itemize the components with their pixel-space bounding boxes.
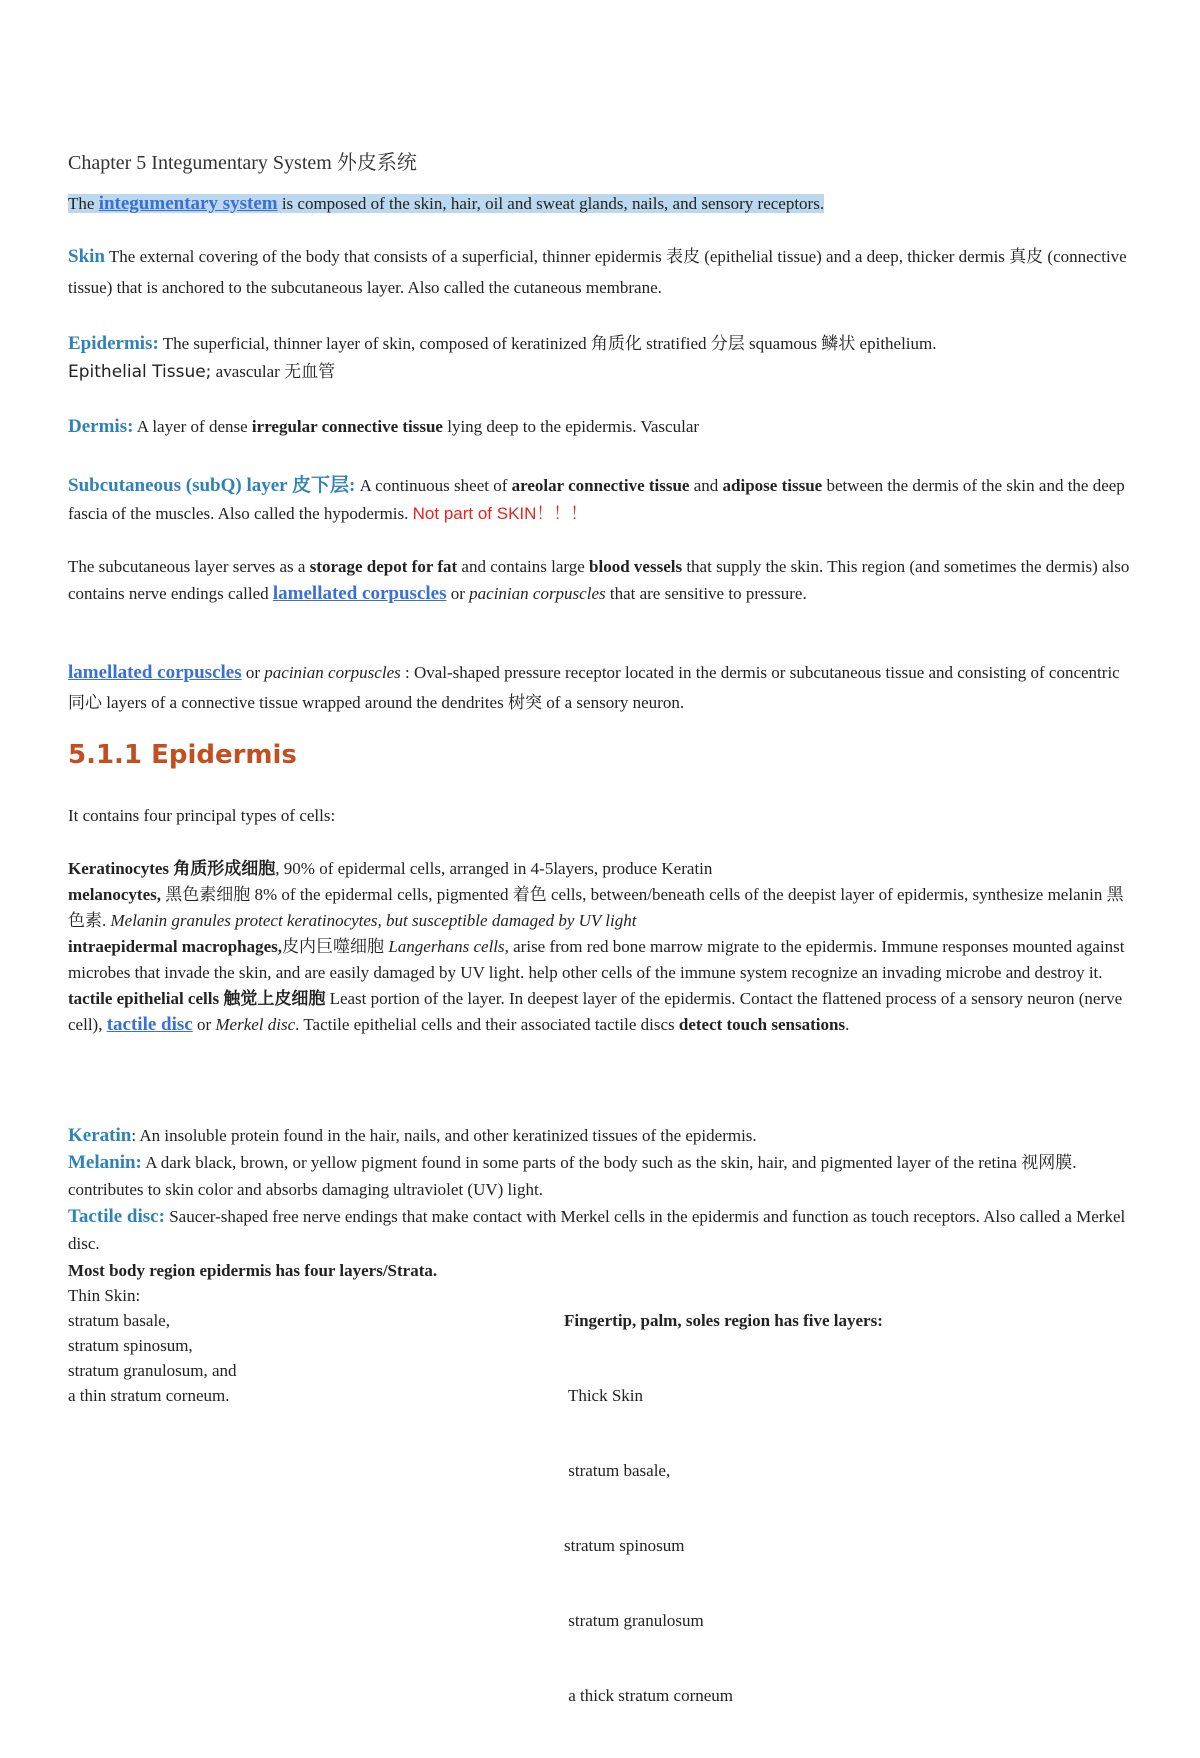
thick-skin-item: a thick stratum corneum — [564, 1686, 734, 1705]
merkel-disc-italic: Merkel disc — [215, 1015, 296, 1034]
skin-definition — [68, 241, 1132, 303]
skin-term: Skin — [68, 246, 105, 267]
melanin-term: Melanin: — [68, 1152, 142, 1173]
four-layers-heading: Most body region epidermis has four layers/Strata. — [68, 1261, 438, 1280]
melanocytes-term: melanocytes, — [68, 885, 162, 904]
subq-bold-2: adipose tissue — [722, 476, 823, 495]
tactile-disc-term: Tactile disc: — [68, 1206, 165, 1227]
intro-post: is composed of the skin, hair, oil and sweat glands, nails, and sensory receptors. — [277, 194, 825, 213]
subq-paragraph — [68, 553, 1132, 607]
storage-depot-bold: storage depot for fat — [309, 557, 458, 576]
tactile-disc-text: Saucer-shaped free nerve endings that make contact with Merkel cells in the epidermis and function as touch receptors. Also called a Merkel disc. — [68, 1207, 1126, 1253]
dermis-term: Dermis: — [68, 416, 134, 437]
thin-skin-column — [68, 1258, 548, 1408]
dermis-bold: irregular connective tissue — [251, 417, 443, 436]
subq-text-1: A continuous sheet of — [355, 476, 512, 495]
macrophages-line — [68, 934, 1132, 986]
blood-vessels-bold: blood vessels — [589, 557, 683, 576]
section-heading: 5.1.1 Epidermis — [68, 740, 297, 770]
lamellated-text-2: : Oval-shaped pressure receptor located in the dermis or subcutaneous tissue and consisting of concentric 同心 layers of a connective tissue wrapped around the dendrites 树突 of a sensory neuron. — [68, 663, 1120, 712]
lamellated-definition — [68, 658, 1132, 718]
intro-pre: The — [68, 194, 99, 213]
cell-types-block — [68, 856, 1132, 1038]
subq-term: Subcutaneous (subQ) layer 皮下层: — [68, 475, 356, 496]
epithelial-tissue-note: Epithelial Tissue; — [68, 362, 212, 382]
intro-paragraph — [68, 190, 1132, 217]
five-layers-heading: Fingertip, palm, soles region has five layers: — [564, 1311, 883, 1330]
tactile-cells-end: . — [845, 1015, 850, 1034]
dermis-text-2: lying deep to the epidermis. Vascular — [442, 417, 700, 436]
melanin-text: A dark black, brown, or yellow pigment found in some parts of the body such as the skin, hair, and pigmented layer of the retina 视网膜. contributes to skin color and absorbs damaging ultraviolet (UV) light. — [68, 1153, 1077, 1199]
pacinian-term-italic: pacinian corpuscles — [264, 663, 401, 682]
dermis-text-1: A layer of dense — [133, 417, 252, 436]
lamellated-corpuscles-link[interactable]: lamellated corpuscles — [272, 583, 447, 604]
lamellated-corpuscles-term-link[interactable]: lamellated corpuscles — [68, 662, 242, 683]
keratin-term: Keratin — [68, 1125, 132, 1146]
subq-para-2: and contains large — [457, 557, 590, 576]
subq-para-4: or — [446, 584, 470, 603]
skin-text: The external covering of the body that consists of a superficial, thinner epidermis 表皮 (epithelial tissue) and a deep, thicker dermis 真皮 (connective tissue) that is anchored to the subcutaneous layer. Also called the cutaneous membrane. — [68, 247, 1127, 297]
keratinocytes-line — [68, 856, 1132, 882]
subq-text-3: between the dermis of the skin and the deep fascia of the muscles. Also called the hypodermis. — [68, 476, 1125, 523]
keratin-text: : An insoluble protein found in the hair, nails, and other keratinized tissues of the epidermis. — [131, 1126, 757, 1145]
thick-skin-item: stratum basale, — [564, 1461, 671, 1480]
intro-highlight — [68, 194, 824, 213]
detect-touch-bold: detect touch sensations — [678, 1015, 846, 1034]
not-part-of-skin-note: Not part of SKIN！！！ — [412, 504, 588, 523]
subq-bold-1: areolar connective tissue — [511, 476, 690, 495]
tactile-cells-or: or — [192, 1015, 216, 1034]
tactile-cells-term: tactile epithelial cells 触觉上皮细胞 — [68, 989, 326, 1008]
macrophages-text: arise from red bone marrow migrate to the epidermis. — [508, 937, 878, 956]
subq-para-3: that supply the skin. This region (and sometimes the dermis) also contains nerve endings called — [68, 557, 1130, 603]
thin-skin-item: stratum basale, — [68, 1311, 170, 1330]
epidermis-term: Epidermis: — [68, 333, 159, 354]
tactile-cells-text: Least portion of the layer. In deepest layer of the epidermis. Contact the flattened process of a sensory neuron (nerve cell), — [68, 989, 1123, 1034]
melanin-definition — [68, 1149, 1132, 1203]
thin-skin-item: stratum spinosum, — [68, 1336, 193, 1355]
thin-skin-item: Thin Skin: — [68, 1286, 141, 1305]
keratinocytes-term: Keratinocytes 角质形成细胞 — [68, 859, 276, 878]
melanocytes-line — [68, 882, 1132, 934]
subq-text-2: and — [689, 476, 723, 495]
lamellated-text-1: or — [241, 663, 265, 682]
tactile-disc-link[interactable]: tactile disc — [106, 1014, 193, 1035]
langerhans-italic: Langerhans cells, — [388, 937, 509, 956]
tactile-disc-definition — [68, 1203, 1132, 1257]
epidermis-text: The superficial, thinner layer of skin, composed of keratinized 角质化 stratified 分层 squamous 鳞状 epithelium. — [158, 334, 937, 353]
subq-para-5: that are sensitive to pressure. — [605, 584, 807, 603]
subq-definition — [68, 472, 1132, 528]
thick-skin-item: Thick Skin — [564, 1386, 644, 1405]
contains-line: It contains four principal types of cells: — [68, 806, 336, 825]
melanocytes-text: 黑色素细胞 8% of the epidermal cells, pigmented 着色 cells, between/beneath cells of the deepist layer of epidermis, synthesize melanin 黑色素. — [68, 885, 1124, 930]
keratin-definition — [68, 1122, 1132, 1149]
dermis-definition — [68, 413, 1132, 440]
epidermis-definition — [68, 330, 1132, 386]
tactile-cells-text-2: . Tactile epithelial cells and their associated tactile discs — [295, 1015, 679, 1034]
keratinocytes-text: , 90% of epidermal cells, arranged in 4-5layers, produce Keratin — [275, 859, 713, 878]
macrophages-term: intraepidermal macrophages, — [68, 937, 283, 956]
tactile-cells-line — [68, 986, 1132, 1038]
thick-skin-item: stratum spinosum — [564, 1536, 685, 1555]
macrophages-cn: 皮内巨噬细胞 — [282, 937, 389, 956]
thin-skin-item: stratum granulosum, and — [68, 1361, 237, 1380]
subq-para-1: The subcutaneous layer serves as a — [68, 557, 310, 576]
definitions-block — [68, 1122, 1132, 1257]
thin-skin-item: a thin stratum corneum. — [68, 1386, 230, 1405]
macrophages-text-2: Immune responses mounted against microbes that invade the skin, and are easily damaged by UV light. help other cells of the immune system recognize an invading microbe and destroy it. — [68, 937, 1125, 982]
chapter-title: Chapter 5 Integumentary System 外皮系统 — [68, 152, 417, 174]
pacinian-italic: pacinian corpuscles — [469, 584, 606, 603]
melanin-granules-italic: Melanin granules protect keratinocytes, but susceptible damaged by UV light — [110, 911, 637, 930]
thick-skin-item: stratum granulosum — [564, 1611, 704, 1630]
avascular-note: avascular 无血管 — [211, 362, 336, 381]
thick-skin-column — [564, 1258, 1084, 1758]
integumentary-system-link[interactable]: integumentary system — [98, 193, 278, 214]
